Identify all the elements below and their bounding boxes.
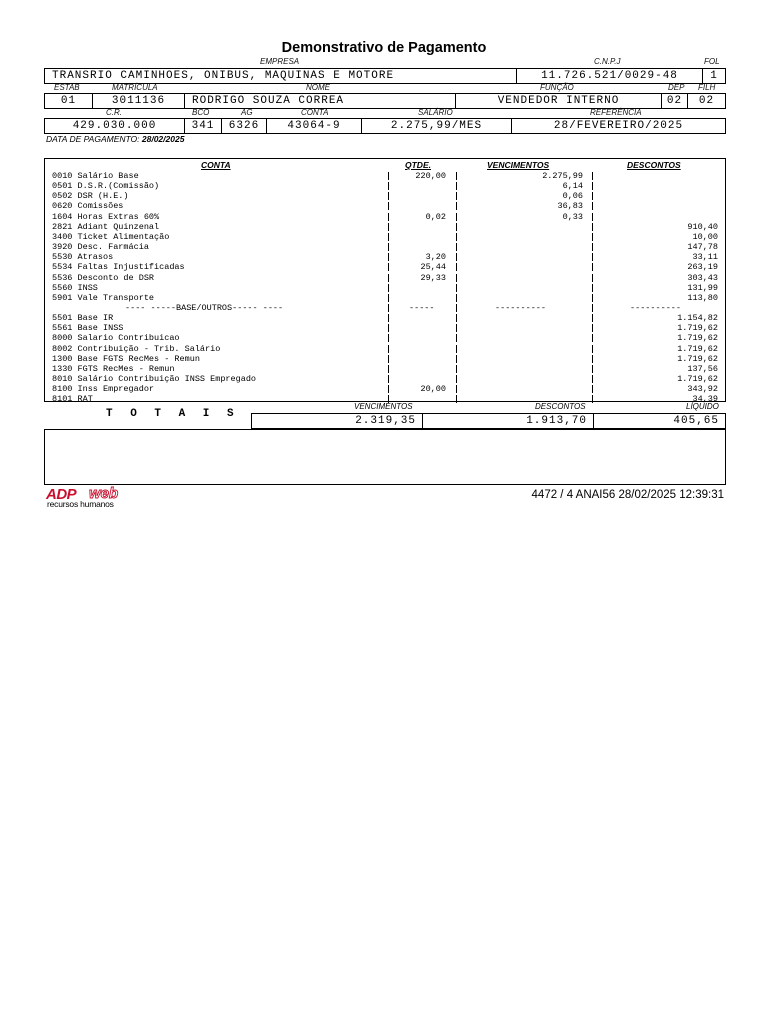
row-base-valor: 343,92	[687, 384, 718, 395]
data-pagamento	[46, 134, 184, 144]
row-base-valor: 1.719,62	[677, 353, 718, 364]
row-base-valor: 137,56	[687, 363, 718, 374]
separator-base-outros: ---- -----BASE/OUTROS----- ----	[125, 302, 284, 313]
nome-value: RODRIGO SOUZA CORREA	[185, 94, 456, 108]
caption-bco: BCO	[192, 108, 210, 117]
data-pagamento-value: 28/02/2025	[141, 134, 185, 144]
column-divider	[388, 294, 389, 302]
column-divider	[456, 345, 457, 353]
column-divider	[388, 233, 389, 241]
column-divider	[456, 243, 457, 251]
row-desconto: 910,40	[687, 221, 718, 232]
row-description: 0010 Salário Base	[52, 171, 139, 181]
column-divider	[456, 314, 457, 322]
column-divider	[592, 385, 593, 393]
totais-label: T O T A I S	[106, 408, 240, 420]
logo-suffix: web	[89, 485, 119, 502]
column-divider	[592, 334, 593, 342]
row-vencimento: 0,33	[562, 211, 583, 222]
cr-value: 429.030.000	[45, 119, 185, 133]
row-description: 3400 Ticket Alimentação	[52, 231, 170, 242]
column-divider	[388, 243, 389, 251]
column-divider	[592, 294, 593, 302]
table-row	[45, 333, 725, 343]
row-qtde: 3,20	[425, 252, 446, 263]
column-divider	[388, 334, 389, 342]
column-divider	[592, 395, 593, 403]
table-row	[45, 181, 725, 191]
caption-conta: CONTA	[301, 108, 329, 117]
row-qtde: 29,33	[420, 272, 446, 283]
row-description: 5561 Base INSS	[52, 323, 124, 334]
row-vencimento: 2.275,99	[542, 171, 583, 181]
row-desconto: 10,00	[692, 231, 718, 242]
row-description: 5501 Base IR	[52, 313, 114, 324]
row-description: 5560 INSS	[52, 282, 98, 293]
caption-total-descontos: DESCONTOS	[535, 402, 586, 411]
table-row	[45, 384, 725, 394]
column-divider	[592, 182, 593, 190]
separator-qtde: -----	[409, 302, 435, 313]
column-divider	[592, 365, 593, 373]
table-row	[45, 252, 725, 262]
column-divider	[456, 263, 457, 271]
ag-value: 6326	[222, 119, 267, 133]
column-divider	[388, 345, 389, 353]
column-divider	[592, 375, 593, 383]
column-header-conta: CONTA	[201, 160, 231, 170]
table-row	[45, 222, 725, 232]
dep-value: 02	[662, 94, 688, 108]
column-divider	[388, 182, 389, 190]
column-header-qtde: QTDE.	[405, 160, 431, 170]
row-desconto: 113,80	[687, 292, 718, 303]
table-row	[45, 262, 725, 272]
table-row	[45, 242, 725, 252]
column-divider	[592, 202, 593, 210]
column-divider	[388, 304, 389, 312]
row-description: 5530 Atrasos	[52, 252, 114, 263]
caption-cr: C.R.	[106, 108, 122, 117]
fol-value: 1	[710, 70, 718, 82]
caption-funcao: FUNÇÃO	[540, 83, 574, 92]
column-divider	[456, 304, 457, 312]
row-base-valor: 1.719,62	[677, 323, 718, 334]
column-divider	[592, 274, 593, 282]
column-divider	[456, 284, 457, 292]
column-divider	[592, 243, 593, 251]
column-divider	[388, 355, 389, 363]
row-description: 5536 Desconto de DSR	[52, 272, 155, 283]
column-divider	[388, 213, 389, 221]
column-divider	[388, 314, 389, 322]
row-base-valor: 1.719,62	[677, 343, 718, 354]
column-divider	[592, 355, 593, 363]
column-divider	[592, 314, 593, 322]
table-row	[45, 354, 725, 364]
salario-value: 2.275,99/MES	[362, 119, 512, 133]
row-base-valor: 1.719,62	[677, 374, 718, 384]
table-row	[45, 374, 725, 384]
cnpj-value: 11.726.521/0029-48	[517, 69, 703, 83]
footer-reference: 4472 / 4 ANAI56 28/02/2025 12:39:31	[531, 489, 724, 501]
caption-ag: AG	[241, 108, 253, 117]
lancamentos-table	[44, 158, 726, 405]
column-divider	[388, 274, 389, 282]
column-divider	[388, 253, 389, 261]
total-liquido-value: 405,65	[673, 415, 719, 427]
row-description: 8010 Salário Contribuição INSS Empregado	[52, 374, 257, 384]
column-divider	[456, 192, 457, 200]
column-divider	[388, 263, 389, 271]
row1-captions	[44, 57, 726, 68]
column-divider	[388, 385, 389, 393]
column-divider	[592, 213, 593, 221]
row-qtde: 0,02	[425, 211, 446, 222]
column-divider	[456, 274, 457, 282]
column-divider	[388, 172, 389, 180]
caption-cnpj: C.N.P.J	[594, 57, 621, 66]
column-divider	[388, 324, 389, 332]
caption-estab: ESTAB	[54, 83, 80, 92]
row-desconto: 33,11	[692, 252, 718, 263]
filh-value: 02	[698, 95, 715, 107]
row-description: 0501 D.S.R.(Comissão)	[52, 181, 160, 192]
table-row	[45, 212, 725, 222]
row-description: 0620 Comissões	[52, 201, 124, 212]
column-divider	[592, 192, 593, 200]
column-divider	[456, 213, 457, 221]
column-divider	[456, 253, 457, 261]
totals-box	[251, 413, 726, 429]
row-description: 2821 Adiant Quinzenal	[52, 221, 160, 232]
column-divider	[456, 385, 457, 393]
row-vencimento: 6,14	[562, 181, 583, 192]
column-divider	[388, 365, 389, 373]
table-row	[45, 273, 725, 283]
column-divider	[456, 182, 457, 190]
column-divider	[592, 223, 593, 231]
table-row	[45, 323, 725, 333]
caption-empresa: EMPRESA	[260, 57, 300, 66]
column-divider	[592, 172, 593, 180]
caption-filh: FILH	[698, 83, 716, 92]
column-divider	[388, 202, 389, 210]
column-divider	[456, 355, 457, 363]
column-divider	[592, 304, 593, 312]
caption-total-liquido: LÍQUIDO	[686, 402, 719, 411]
row-qtde: 25,44	[420, 262, 446, 273]
column-divider	[456, 172, 457, 180]
table-row	[45, 232, 725, 242]
separator-descontos: ----------	[630, 302, 682, 313]
row-base-valor: 1.154,82	[677, 313, 718, 324]
column-divider	[456, 233, 457, 241]
table-row	[45, 364, 725, 374]
column-divider	[456, 294, 457, 302]
column-divider	[388, 192, 389, 200]
row-description: 0502 DSR (H.E.)	[52, 191, 129, 202]
column-divider	[388, 284, 389, 292]
row-description: 3920 Desc. Farmácia	[52, 242, 149, 253]
table-row	[45, 293, 725, 303]
total-vencimentos-value: 2.319,35	[252, 414, 423, 428]
column-header-descontos: DESCONTOS	[627, 160, 681, 170]
header-row-funcionario	[44, 93, 726, 109]
column-divider	[456, 324, 457, 332]
matricula-value: 3011136	[93, 94, 185, 108]
table-row	[45, 313, 725, 323]
page-title: Demonstrativo de Pagamento	[281, 40, 487, 56]
header-row-pagamento	[44, 118, 726, 134]
row-description: 8000 Salario Contribuicao	[52, 333, 180, 344]
data-pagamento-label: DATA DE PAGAMENTO:	[46, 134, 140, 144]
row-description: 8002 Contribuição - Trib. Salário	[52, 343, 221, 354]
row-description: 8101 RAT	[52, 394, 93, 405]
row-description: 1300 Base FGTS RecMes - Remun	[52, 353, 200, 364]
row-desconto: 131,99	[687, 282, 718, 293]
table-row	[45, 201, 725, 211]
bco-value: 341	[185, 119, 222, 133]
mensagem-box	[44, 429, 726, 485]
column-divider	[592, 233, 593, 241]
row-description: 5901 Vale Transporte	[52, 292, 155, 303]
column-divider	[388, 375, 389, 383]
column-divider	[456, 223, 457, 231]
caption-nome: NOME	[306, 83, 330, 92]
caption-dep: DEP	[668, 83, 685, 92]
column-divider	[592, 324, 593, 332]
conta-value: 43064-9	[267, 119, 362, 133]
column-divider	[592, 345, 593, 353]
row-qtde: 20,00	[420, 384, 446, 395]
row-description: 5534 Faltas Injustificadas	[52, 262, 185, 273]
logo-brand: ADP	[46, 486, 77, 503]
row-base-valor: 34,39	[692, 394, 718, 405]
column-divider	[592, 263, 593, 271]
referencia-value: 28/FEVEREIRO/2025	[553, 120, 684, 132]
separator-vencimentos: ----------	[495, 302, 547, 313]
estab-value: 01	[45, 94, 93, 108]
row-desconto: 263,19	[687, 262, 718, 273]
column-divider	[456, 395, 457, 403]
row-description: 1330 FGTS RecMes - Remun	[52, 363, 175, 374]
caption-referencia: REFERÊNCIA	[590, 108, 642, 117]
caption-fol: FOL	[704, 57, 720, 66]
row-description: 1604 Horas Extras 60%	[52, 211, 160, 222]
column-divider	[456, 202, 457, 210]
caption-matricula: MATRÍCULA	[112, 83, 158, 92]
row-vencimento: 36,83	[557, 201, 583, 212]
row-qtde: 220,00	[415, 171, 446, 181]
table-row	[45, 344, 725, 354]
row-desconto: 303,43	[687, 272, 718, 283]
row-desconto: 147,78	[687, 242, 718, 253]
row-vencimento: 0,06	[562, 191, 583, 202]
column-divider	[456, 365, 457, 373]
table-row	[45, 171, 725, 181]
column-divider	[456, 375, 457, 383]
total-descontos-value: 1.913,70	[423, 414, 594, 428]
funcao-value: VENDEDOR INTERNO	[456, 94, 662, 108]
column-divider	[592, 284, 593, 292]
column-divider	[388, 223, 389, 231]
column-divider	[592, 253, 593, 261]
row-description: 8100 Inss Empregador	[52, 384, 155, 395]
adp-logo	[46, 486, 136, 510]
caption-salario: SALÁRIO	[418, 108, 453, 117]
column-header-vencimentos: VENCIMENTOS	[487, 160, 550, 170]
column-divider	[456, 334, 457, 342]
header-row-empresa	[44, 68, 726, 84]
table-row	[45, 283, 725, 293]
caption-total-vencimentos: VENCIMENTOS	[354, 402, 413, 411]
table-row	[45, 191, 725, 201]
row-base-valor: 1.719,62	[677, 333, 718, 344]
empresa-value: TRANSRIO CAMINHOES, ONIBUS, MAQUINAS E MOTORE	[45, 69, 517, 83]
logo-subtitle: recursos humanos	[47, 499, 114, 509]
